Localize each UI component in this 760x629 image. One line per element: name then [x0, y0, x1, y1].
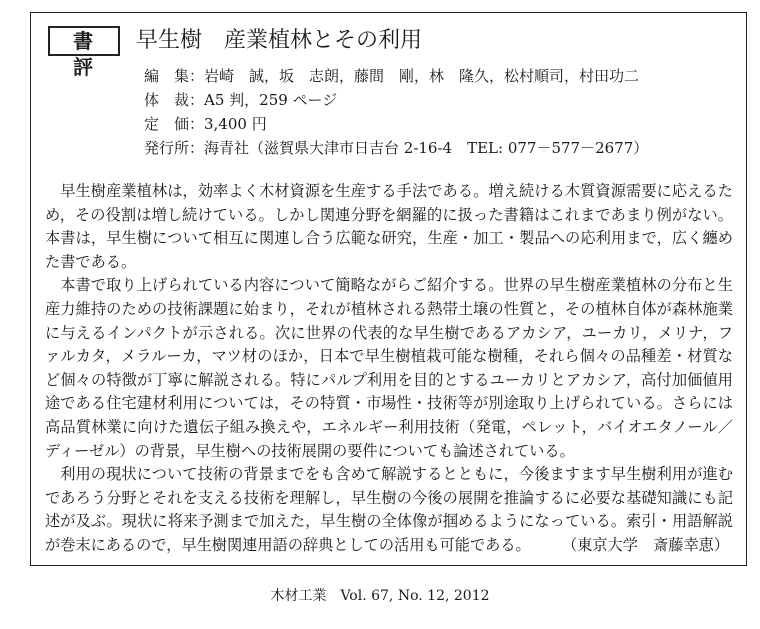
price-line: 定 価：3,400 円 [144, 115, 267, 133]
publisher-line: 発行所：海青社（滋賀県大津市日吉台 2-16-4 TEL: 077－577－2677） [144, 139, 649, 157]
journal-footer: 木材工業 Vol. 67, No. 12, 2012 [270, 588, 490, 604]
paragraph-3 [45, 463, 733, 557]
section-tag: 書 評 [48, 26, 120, 56]
editors-line: 編 集：岩崎 誠，坂 志朗，藤間 剛，林 隆久，松村順司，村田功二 [144, 67, 640, 85]
book-title: 早生樹 産業植林とその利用 [136, 28, 423, 53]
reviewer-signature: （東京大学 斎藤幸恵） [561, 535, 729, 554]
book-metadata [144, 64, 648, 160]
review-body [45, 180, 733, 558]
paragraph-2: 本書で取り上げられている内容について簡略ながらご紹介する。世界の早生樹産業植林の分布と生産力維持のための技術課題に始まり，それが植林される熱帯土壌の性質と，その植林自体が森林施業に与えるインパクトが示される。次に世界の代表的な早生樹であるアカシア，ユーカリ，メリナ，ファルカタ，メラルーカ，マツ材のほか，日本で早生樹植栽可能な樹種，それら個々の品種差・材質など個々の特徴が丁寧に解説される。特にパルプ利用を目的とするユーカリとアカシア，高付加価値用途である住宅建材利用については，その特質・市場性・技術等が別途取り上げられている。さらには高品質林業に向けた遺伝子組み換えや，エネルギー利用技術（発電，ペレット，バイオエタノール／ディーゼル）の背景，早生樹への技術展開の要件についても論述されている。 [45, 276, 734, 460]
paragraph-3-text: 利用の現状について技術の背景までをも含めて解説するとともに，今後ますます早生樹利用が進むであろう分野とそれを支える技術を理解し，早生樹の今後の展開を推論するに必要な基礎知識にも記述が及ぶ。現状に将来予測まで加えた，早生樹の全体像が掴めるようになっている。索引・用語解説が巻末にあるので，早生樹関連用語の辞典としての活用も可能である。 [45, 465, 733, 554]
paragraph-1: 早生樹産業植林は，効率よく木材資源を生産する手法である。増え続ける木質資源需要に応えるため，その役割は増し続けている。しかし関連分野を網羅的に扱った書籍はこれまであまり例がない。本書は，早生樹について相互に関連し合う広範な研究，生産・加工・製品への応利用まで，広く纏めた書である。 [45, 182, 733, 271]
format-line: 体 裁：A5 判，259 ページ [144, 91, 338, 109]
